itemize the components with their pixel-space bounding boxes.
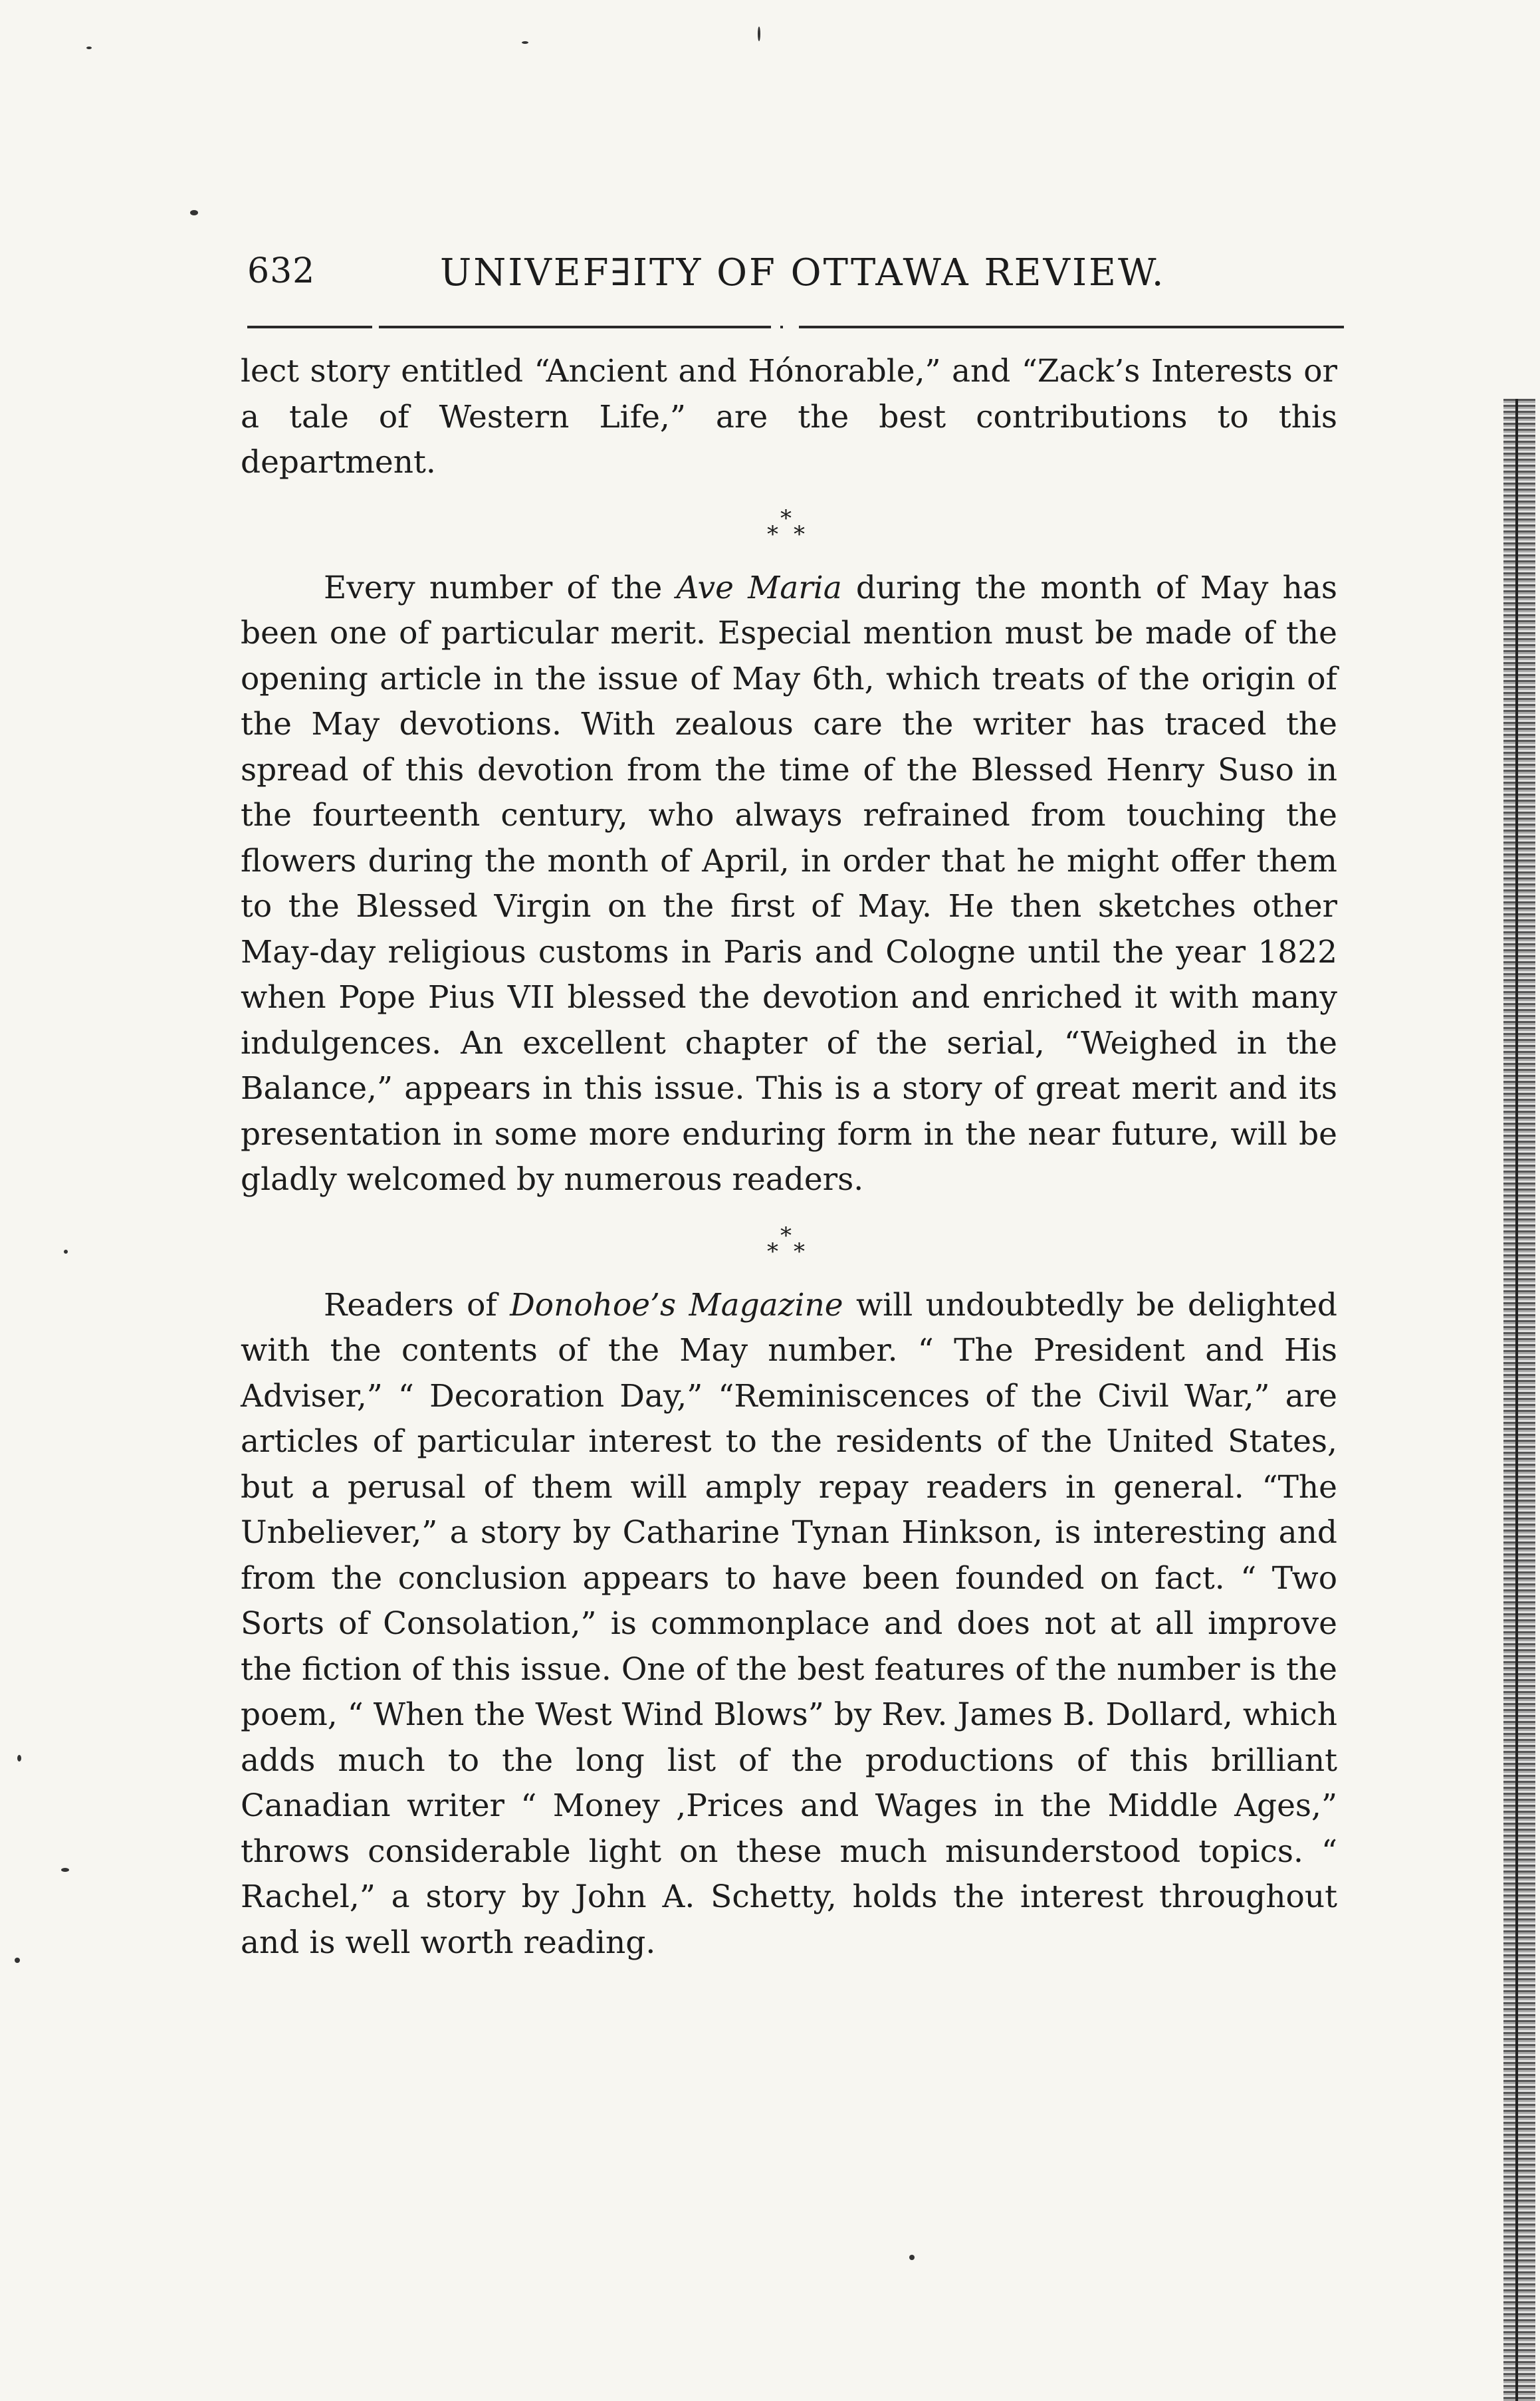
asterism-star: *	[780, 1222, 792, 1249]
rule-gap	[771, 324, 780, 330]
scan-speck	[17, 1755, 21, 1762]
asterism-star: *	[794, 520, 805, 548]
scan-speck	[190, 210, 198, 215]
page-edge-line	[1515, 399, 1518, 2401]
periodical-title: Ave Maria	[676, 569, 842, 606]
running-title: UNIVEF∃ITY OF OTTAWA REVIEW.	[440, 251, 1166, 294]
asterism-star: *	[767, 520, 778, 548]
rule-gap	[783, 324, 799, 330]
page-header	[247, 251, 1351, 304]
periodical-title: Donohoe’s Magazine	[510, 1286, 843, 1323]
paragraph-text: Every number of the	[324, 569, 677, 606]
scan-speck	[15, 1958, 20, 1963]
scan-speck	[758, 27, 760, 41]
asterism-star: *	[794, 1238, 805, 1265]
paragraph-text: during the month of May has been one of particular merit. Especial mention must be made of the opening article in the issue of May 6th, which treats of the origin of the May devotions. With zealous care the writer has traced the spread of this devotion from the time of the Blessed Henry Suso in the fourteenth century, who always refrained from touching the flowers during the month of April, in order that he might offer them to the Blessed Virgin on the first of May. He then sketches other May-day religious customs in Paris and Cologne until the year 1822 when Pope Pius VII blessed the devotion and enriched it with many indulgences. An excellent chapter of the serial, “Weighed in the Balance,” appears in this issue. This is a story of great merit and its presentation in some more enduring form in the near future, will be gladly welcomed by numerous readers.	[241, 569, 1337, 1198]
asterism-star: *	[767, 1238, 778, 1265]
scan-speck	[86, 47, 92, 49]
asterism-star: *	[780, 505, 792, 532]
page-number: 632	[247, 251, 316, 291]
scan-speck	[909, 2255, 915, 2260]
scan-speck	[61, 1868, 69, 1872]
rule-gap	[372, 324, 379, 330]
paragraph-donohoes	[241, 1283, 1337, 1966]
asterism-divider	[241, 486, 1337, 566]
page-edge-scan-artifact	[1503, 399, 1535, 2401]
article-body	[241, 349, 1337, 1966]
paragraph-text: will undoubtedly be delighted with the contents of the May number. “ The President and His Adviser,” “ Decoration Day,” “Reminiscences of the Civil War,” are articles of particular interest to the residents of the United States, but a perusal of them will amply repay readers in general. “The Unbeliever,” a story by Catharine Tynan Hinkson, is interesting and from the conclusion appears to have been founded on fact. “ Two Sorts of Consolation,” is commonplace and does not at all improve the fiction of this issue. One of the best features of the number is the poem, “ When the West Wind Blows” by Rev. James B. Dollard, which adds much to the long list of the productions of this brilliant Canadian writer “ Money ,Prices and Wages in the Middle Ages,” throws considerable light on these much misunderstood topics. “ Rachel,” a story by John A. Schetty, holds the interest throughout and is well worth reading.	[241, 1286, 1337, 1961]
scan-speck	[522, 41, 528, 44]
paragraph-ave-maria	[241, 566, 1337, 1203]
paragraph-text: Readers of	[324, 1286, 510, 1323]
asterism-divider	[241, 1203, 1337, 1283]
paragraph-continuation: lect story entitled “Ancient and Hónorable,” and “Zack’s Interests or a tale of Western Life,” are the best contributions to this department.	[241, 353, 1337, 481]
scan-speck	[64, 1250, 68, 1254]
